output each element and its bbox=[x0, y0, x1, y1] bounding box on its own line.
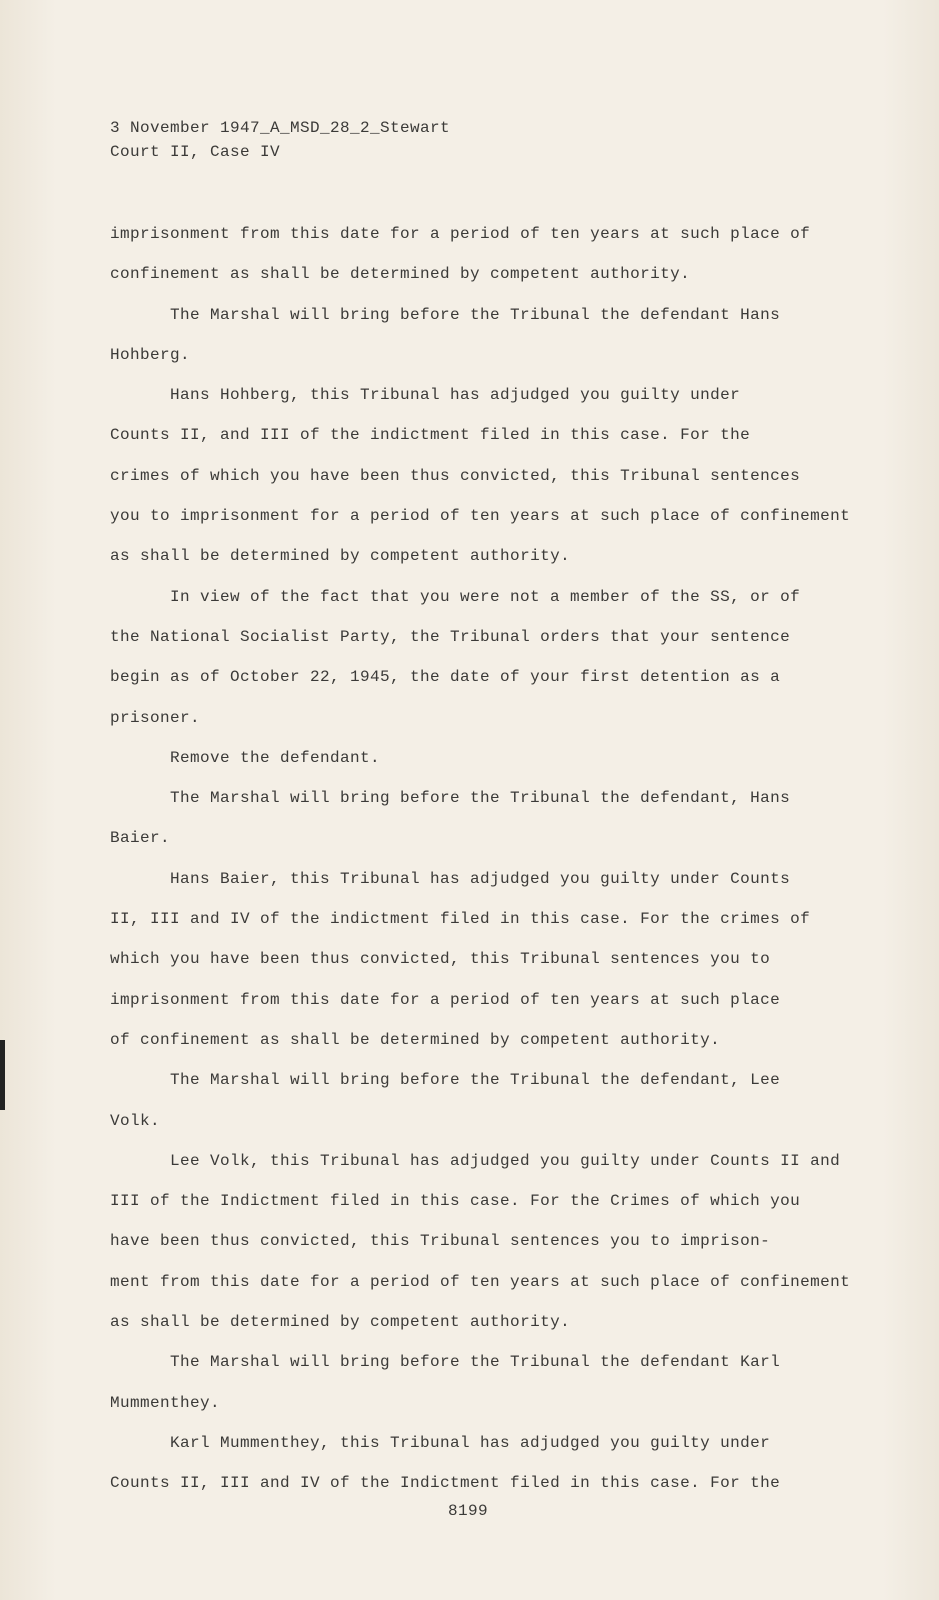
text-line: Counts II, III and IV of the Indictment filed in this case. For the bbox=[110, 1474, 781, 1493]
text-line: Hohberg. bbox=[110, 345, 191, 364]
text-line: Remove the defendant. bbox=[170, 748, 381, 767]
text-line: imprisonment from this date for a period of ten years at such place bbox=[110, 990, 781, 1009]
document-body bbox=[110, 214, 900, 1504]
text-line: confinement as shall be determined by competent authority. bbox=[110, 265, 691, 284]
text-line: Karl Mummenthey, this Tribunal has adjudged you guilty under bbox=[170, 1433, 771, 1452]
text-line: The Marshal will bring before the Tribunal the defendant Hans bbox=[170, 305, 781, 324]
text-line: ment from this date for a period of ten years at such place of confinement bbox=[110, 1272, 851, 1291]
text-line: the National Socialist Party, the Tribunal orders that your sentence bbox=[110, 627, 791, 646]
text-line: Counts II, and III of the indictment filed in this case. For the bbox=[110, 426, 751, 445]
text-line: crimes of which you have been thus convicted, this Tribunal sentences bbox=[110, 466, 801, 485]
header-date-reference: 3 November 1947_A_MSD_28_2_Stewart bbox=[110, 119, 451, 137]
document-header bbox=[110, 116, 450, 164]
text-line: have been thus convicted, this Tribunal sentences you to imprison- bbox=[110, 1232, 771, 1251]
text-line: as shall be determined by competent authority. bbox=[110, 1313, 571, 1332]
text-line: Baier. bbox=[110, 829, 171, 848]
text-line: II, III and IV of the indictment filed in this case. For the crimes of bbox=[110, 910, 811, 929]
text-line: which you have been thus convicted, this Tribunal sentences you to bbox=[110, 950, 771, 969]
text-line: Mummenthey. bbox=[110, 1393, 221, 1412]
text-line: begin as of October 22, 1945, the date of your first detention as a bbox=[110, 668, 781, 687]
header-court-case: Court II, Case IV bbox=[110, 143, 281, 161]
text-line: Lee Volk, this Tribunal has adjudged you guilty under Counts II and bbox=[170, 1151, 841, 1170]
text-line: The Marshal will bring before the Tribunal the defendant, Hans bbox=[170, 789, 791, 808]
text-line: Hans Baier, this Tribunal has adjudged you guilty under Counts bbox=[170, 869, 791, 888]
page-edge-mark bbox=[0, 1040, 5, 1110]
text-line: of confinement as shall be determined by competent authority. bbox=[110, 1030, 721, 1049]
text-line: Hans Hohberg, this Tribunal has adjudged you guilty under bbox=[170, 386, 741, 405]
text-line: prisoner. bbox=[110, 708, 201, 727]
page-number: 8199 bbox=[448, 1502, 489, 1520]
text-line: you to imprisonment for a period of ten years at such place of confinement bbox=[110, 507, 851, 526]
text-line: The Marshal will bring before the Tribunal the defendant, Lee bbox=[170, 1071, 781, 1090]
text-line: imprisonment from this date for a period of ten years at such place of bbox=[110, 225, 811, 243]
text-line: as shall be determined by competent authority. bbox=[110, 547, 571, 566]
text-line: Volk. bbox=[110, 1111, 161, 1130]
text-line: The Marshal will bring before the Tribunal the defendant Karl bbox=[170, 1353, 781, 1372]
text-line: In view of the fact that you were not a member of the SS, or of bbox=[170, 587, 801, 606]
text-line: III of the Indictment filed in this case. For the Crimes of which you bbox=[110, 1192, 801, 1211]
